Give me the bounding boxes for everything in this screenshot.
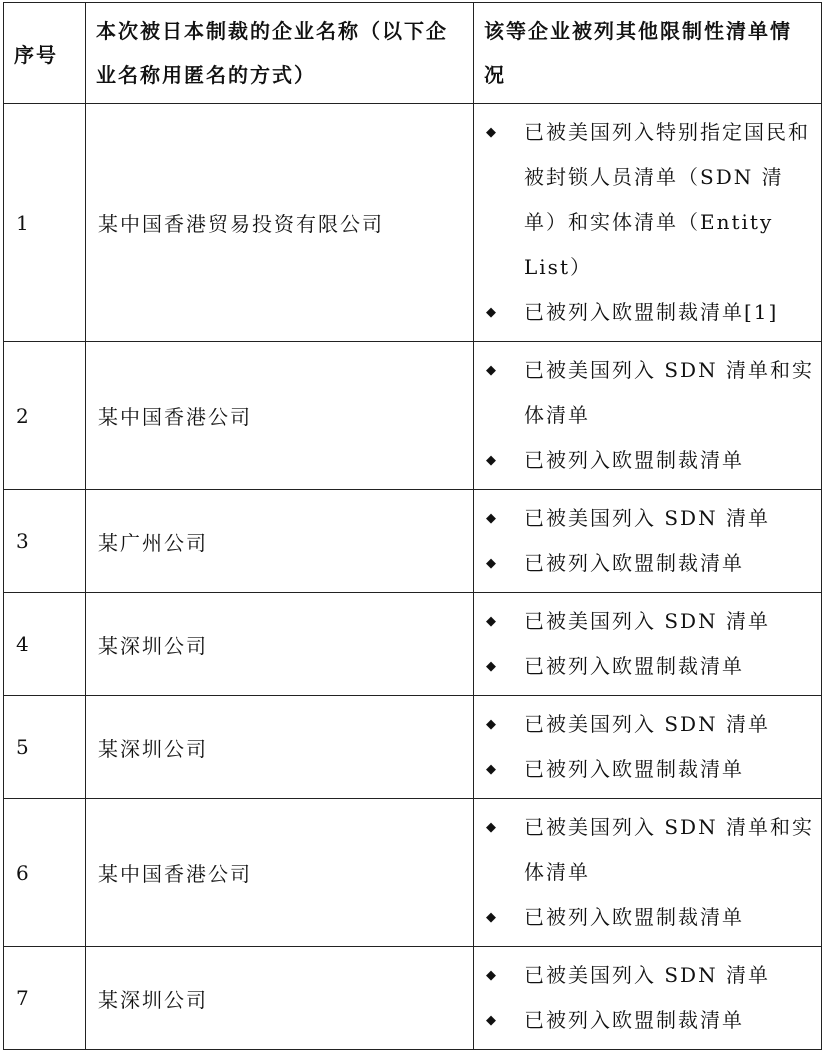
list-item: ◆ 已被列入欧盟制裁清单 bbox=[484, 541, 815, 586]
diamond-bullet-icon: ◆ bbox=[486, 305, 498, 320]
company-name: 某深圳公司 bbox=[86, 947, 474, 1050]
row-number: 1 bbox=[4, 104, 86, 342]
company-name: 某中国香港贸易投资有限公司 bbox=[86, 104, 474, 342]
diamond-bullet-icon: ◆ bbox=[486, 511, 498, 526]
list-item: ◆ 已被美国列入 SDN 清单 bbox=[484, 496, 815, 541]
list-cell bbox=[474, 696, 822, 799]
header-restrictive-lists: 该等企业被列其他限制性清单情况 bbox=[474, 3, 822, 104]
list-cell bbox=[474, 799, 822, 947]
table-row bbox=[4, 490, 822, 593]
diamond-bullet-icon: ◆ bbox=[486, 363, 498, 378]
diamond-bullet-icon: ◆ bbox=[486, 717, 498, 732]
list-item: ◆ 已被美国列入特别指定国民和被封锁人员清单（SDN 清单）和实体清单（Entity List） bbox=[484, 110, 815, 290]
diamond-bullet-icon: ◆ bbox=[486, 614, 498, 629]
table-header bbox=[4, 3, 822, 104]
header-no: 序号 bbox=[4, 3, 86, 104]
list-cell bbox=[474, 104, 822, 342]
list-item: ◆ 已被列入欧盟制裁清单 bbox=[484, 747, 815, 792]
list-item: ◆ 已被列入欧盟制裁清单 bbox=[484, 998, 815, 1043]
company-name: 某中国香港公司 bbox=[86, 342, 474, 490]
table-row bbox=[4, 696, 822, 799]
sanctions-table bbox=[3, 2, 822, 1050]
list-cell bbox=[474, 593, 822, 696]
list-item: ◆ 已被美国列入 SDN 清单 bbox=[484, 702, 815, 747]
list-item: ◆ 已被列入欧盟制裁清单 bbox=[484, 438, 815, 483]
list-cell bbox=[474, 490, 822, 593]
diamond-bullet-icon: ◆ bbox=[486, 556, 498, 571]
table-row bbox=[4, 593, 822, 696]
list-item: ◆ 已被列入欧盟制裁清单 bbox=[484, 644, 815, 689]
list-item: ◆ 已被美国列入 SDN 清单 bbox=[484, 599, 815, 644]
diamond-bullet-icon: ◆ bbox=[486, 1013, 498, 1028]
table-row bbox=[4, 342, 822, 490]
company-name: 某中国香港公司 bbox=[86, 799, 474, 947]
list-item: ◆ 已被美国列入 SDN 清单 bbox=[484, 953, 815, 998]
list-item: ◆ 已被美国列入 SDN 清单和实体清单 bbox=[484, 805, 815, 895]
list-item: ◆ 已被列入欧盟制裁清单 bbox=[484, 895, 815, 940]
list-cell bbox=[474, 342, 822, 490]
header-company-name: 本次被日本制裁的企业名称（以下企业名称用匿名的方式） bbox=[86, 3, 474, 104]
row-number: 2 bbox=[4, 342, 86, 490]
diamond-bullet-icon: ◆ bbox=[486, 125, 498, 140]
diamond-bullet-icon: ◆ bbox=[486, 910, 498, 925]
diamond-bullet-icon: ◆ bbox=[486, 453, 498, 468]
table-body bbox=[4, 104, 822, 1050]
row-number: 4 bbox=[4, 593, 86, 696]
diamond-bullet-icon: ◆ bbox=[486, 820, 498, 835]
company-name: 某深圳公司 bbox=[86, 696, 474, 799]
list-item: ◆ 已被列入欧盟制裁清单[1] bbox=[484, 290, 815, 335]
row-number: 7 bbox=[4, 947, 86, 1050]
row-number: 5 bbox=[4, 696, 86, 799]
diamond-bullet-icon: ◆ bbox=[486, 762, 498, 777]
table-row bbox=[4, 104, 822, 342]
company-name: 某深圳公司 bbox=[86, 593, 474, 696]
row-number: 3 bbox=[4, 490, 86, 593]
company-name: 某广州公司 bbox=[86, 490, 474, 593]
diamond-bullet-icon: ◆ bbox=[486, 968, 498, 983]
row-number: 6 bbox=[4, 799, 86, 947]
table-row bbox=[4, 799, 822, 947]
list-item: ◆ 已被美国列入 SDN 清单和实体清单 bbox=[484, 348, 815, 438]
diamond-bullet-icon: ◆ bbox=[486, 659, 498, 674]
